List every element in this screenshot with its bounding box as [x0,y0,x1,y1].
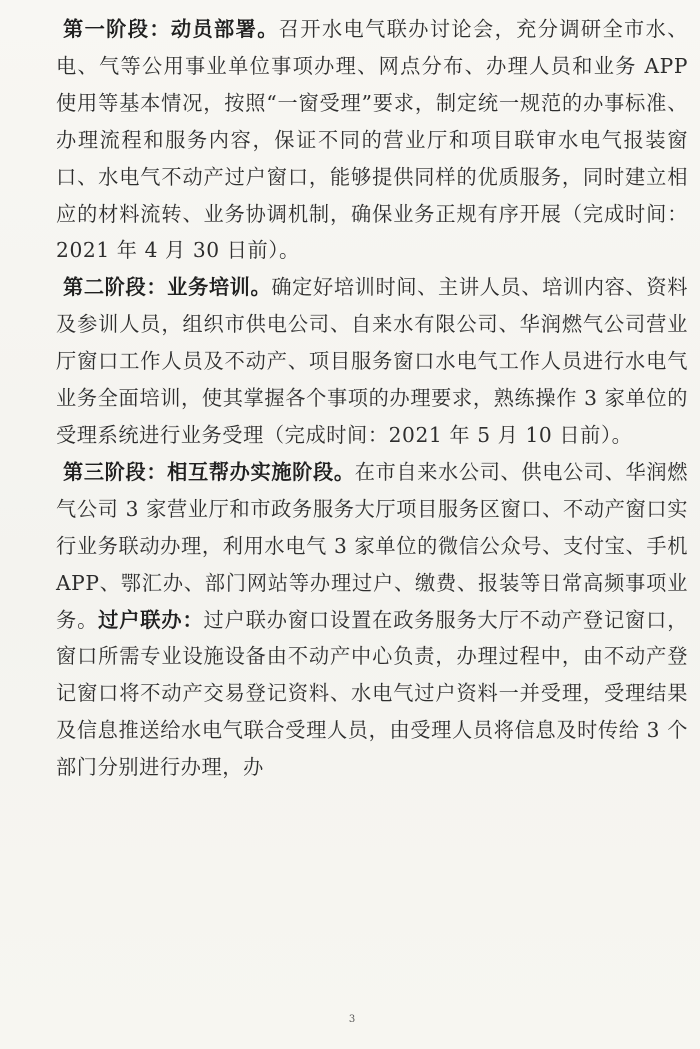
page-number: 3 [348,1014,356,1025]
section-1-heading: 第一阶段：动员部署。 [63,17,279,41]
section-3-heading: 第三阶段：相互帮办实施阶段。 [63,459,355,484]
section-1 [56,11,688,269]
section-3-body: 在市自来水公司、供电公司、华润燃气公司 3 家营业厅和市政务服务大厅项目服务区窗口、不动产窗口实行业务联动办理，利用水电气 3 家单位的微信公众号、支付宝、手机 APP、鄂汇办、部门网站等办理过户、缴费、报装等日常高频事项业务。 [56,459,688,632]
document-body [56,11,688,786]
section-2-heading: 第二阶段：业务培训。 [63,275,272,300]
section-1-body: 召开水电气联办讨论会，充分调研全市水、电、气等公用事业单位事项办理、网点分布、办理人员和业务 APP 使用等基本情况，按照“一窗受理”要求，制定统一规范的办事标准、办理流程和服务内容，保证不同的营业厅和项目联审水电气报装窗口、水电气不动产过户窗口，能够提供同样的优质服务，同时建立相应的材料流转、业务协调机制，确保业务正规有序开展（完成时间：2021 年 4 月 30 日前）。 [56,17,688,263]
section-2 [56,269,688,454]
section-3-subheading: 过户联办： [98,607,204,632]
section-3 [56,454,688,786]
section-3-subbody: 过户联办窗口设置在政务服务大厅不动产登记窗口，窗口所需专业设施设备由不动产中心负责，办理过程中，由不动产登记窗口将不动产交易登记资料、水电气过户资料一并受理，受理结果及信息推送给水电气联合受理人员，由受理人员将信息及时传给 3 个部门分别进行办理，办 [56,607,688,780]
section-2-body: 确定好培训时间、主讲人员、培训内容、资料及参训人员，组织市供电公司、自来水有限公司、华润燃气公司营业厅窗口工作人员及不动产、项目服务窗口水电气工作人员进行水电气业务全面培训，使其掌握各个事项的办理要求，熟练操作 3 家单位的受理系统进行业务受理（完成时间：2021 年 5 月 10 日前）。 [56,275,688,447]
